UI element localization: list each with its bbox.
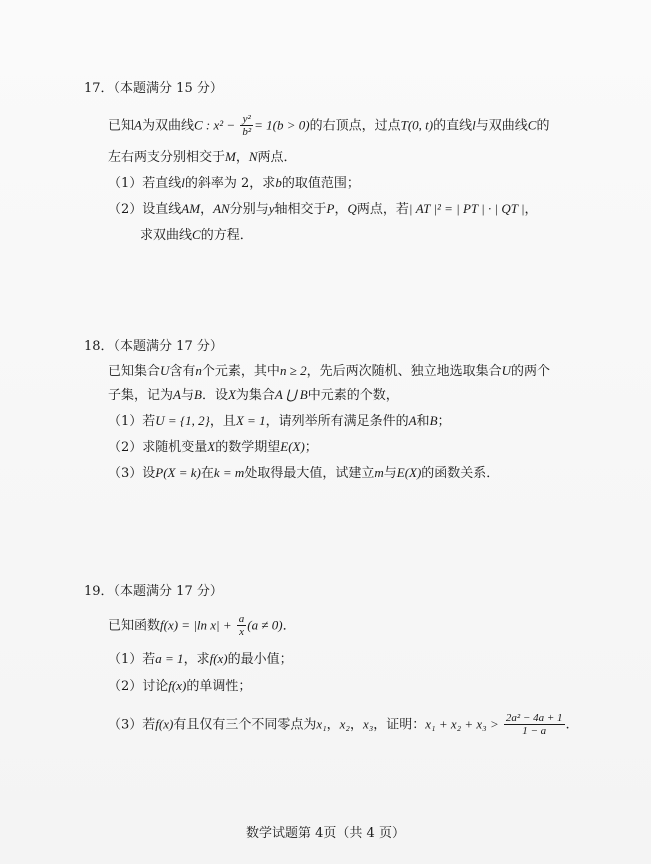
- q19-part3: （3）若f(x)有且仅有三个不同零点为x₁，x₂，x₃，证明：x₁ + x₂ + x₃ > $\frac{\text{2a² − 4a + 1}}{1 - a}$ .: [108, 712, 570, 737]
- q18-stem-line2: 子集，记为A与B．设X为集合A ⋃ B中元素的个数，: [108, 387, 399, 403]
- q17-part1: （1）若直线l的斜率为 2，求b的取值范围；: [108, 175, 360, 191]
- q17-header: 17．（本题满分 15 分）: [84, 81, 223, 96]
- q17-part2-cont: 求双曲线C的方程．: [140, 227, 253, 243]
- q18-stem-line1: 已知集合U含有n个元素，其中n ≥ 2，先后两次随机、独立地选取集合U的两个: [108, 363, 550, 379]
- q18-part2: （2）求随机变量X的数学期望E(X)；: [108, 439, 318, 455]
- q19-part1: （1）若a = 1，求f(x)的最小值；: [108, 651, 293, 667]
- q17-stem-line2: 左右两支分别相交于M，N两点．: [108, 149, 297, 165]
- page-footer: 数学试题第 4页（共 4 页）: [246, 826, 405, 841]
- q17-fraction: $\frac{\text{y²}}{\text{b²}}$: [242, 113, 252, 138]
- q19-stem: 已知函数f(x) = |ln x| + $\frac{a}{x}$ (a ≠ 0)．: [108, 613, 296, 638]
- q19-header: 19．（本题满分 17 分）: [84, 584, 223, 599]
- q18-part1: （1）若U = {1, 2}，且X = 1，请列举所有满足条件的A和B；: [108, 413, 451, 429]
- q18-header: 18．（本题满分 17 分）: [84, 339, 223, 354]
- q19-fraction: $\frac{a}{x}$: [238, 613, 245, 638]
- q17-stem-line1: 已知A为双曲线C : x² − $\frac{\text{y²}}{\text{b²}}$ = 1(b > 0)的右顶点，过点T(0, t)的直线l与双曲线C的: [108, 113, 550, 138]
- q19-part3-fraction: $\frac{\text{2a² − 4a + 1}}{1 - a}$: [505, 712, 563, 737]
- q19-part2: （2）讨论f(x)的单调性；: [108, 678, 252, 694]
- q18-part3: （3）设P(X = k)在k = m处取得最大值，试建立m与E(X)的函数关系．: [108, 465, 500, 481]
- q17-part2: （2）设直线AM，AN分别与y轴相交于P，Q两点，若| AT |² = | PT | · | QT |，: [108, 201, 538, 217]
